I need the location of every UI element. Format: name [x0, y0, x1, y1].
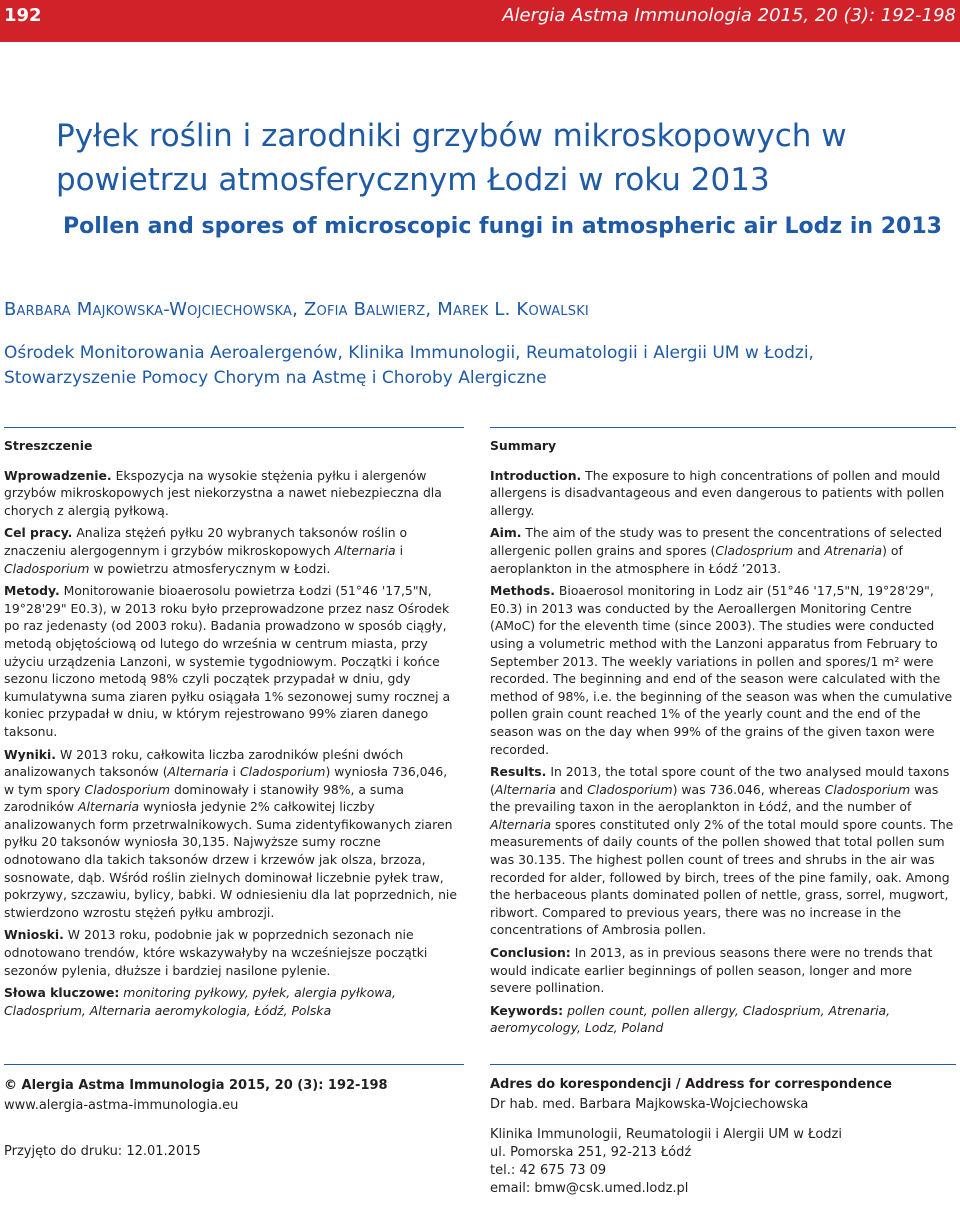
affiliation: Ośrodek Monitorowania Aeroalergenów, Klinika Immunologii, Reumatologii i Alergii UM w Łodzi, Stowarzyszenie Pomocy Chorym na Astmę i Choroby Alergiczne [4, 343, 814, 388]
journal-website-link[interactable]: www.alergia-astma-immunologia.eu [4, 1098, 239, 1113]
results-text: spores constituted only 2% of the total mould spore counts. The measurements of daily counts of the pollen showed that total pollen sum was 30.135. The highest pollen count of trees and shrubs in the air was recorded for alder, followed by birch, trees of the pine family, oak. Among the herbaceous plants dominated pollen of nettle, grass, sorrel, mugwort, ribwort. Compared to previous years, there was no increase in the concentrations of Ambrosia pollen. [490, 816, 954, 938]
corr-email-link[interactable]: email: bmw@csk.umed.lodz.pl [490, 1181, 689, 1196]
aim-label: Cel pracy. [4, 525, 73, 541]
taxon-name: Alternaria [167, 764, 229, 780]
taxon-name: Cladosporium [824, 781, 911, 797]
keywords-label: Keywords: [490, 1002, 564, 1018]
results-text: wyniosła jedynie 2% całkowitej liczby analizowanych form przetrwalnikowych. Suma zidentyfikowanych ziaren pyłku 20 taksonów wyniosła 30,135. Najwyższe sumy roczne odnotowano dla takich taksonów drzew i krzewów jak olsza, brzoza, sosnowate, dąb. Wśród roślin zielnych dominował liczebnie pyłek traw, pokrzywy, szczawiu, bylicy, babki. W odniesieniu dla lat poprzednich, nie stwierdzono wzrostu stężeń pyłku ambrozji. [4, 799, 457, 920]
intro-label: Wprowadzenie. [4, 467, 112, 483]
correspondence-heading: Adres do korespondencji / Address for correspondence [490, 1077, 892, 1092]
intro-paragraph [4, 467, 460, 520]
methods-label: Methods. [490, 583, 555, 599]
abstract-polish [4, 437, 460, 1024]
keywords-text: monitoring pyłkowy, pyłek, alergia pyłkowa, Cladosprium, Alternaria aeromykologia, Łódź, Polska [4, 985, 396, 1018]
aim-text: and [793, 542, 825, 558]
methods-paragraph [490, 582, 956, 758]
article-title-english: Pollen and spores of microscopic fungi in atmospheric air Lodz in 2013 [63, 214, 942, 239]
taxon-name: Cladosporium [239, 764, 326, 780]
methods-label: Metody. [4, 583, 60, 599]
summary-heading: Summary [490, 438, 557, 453]
intro-text: Ekspozycja na wysokie stężenia pyłku i alergenów grzybów mikroskopowych jest niekorzystna a nawet niebezpieczna dla chorych z alergią pyłkową. [4, 467, 442, 518]
aim-text: Analiza stężeń pyłku 20 wybranych taksonów roślin o znaczeniu alergogennym i grzybów mikroskopowych [4, 525, 408, 558]
taxon-name: Atrenaria [824, 542, 883, 558]
methods-text: Bioaerosol monitoring in Lodz air (51°46 '17,5"N, 19°28'29", E0.3) in 2013 was conducted by the Aeroallergen Monitoring Centre (AMoC) for the eleventh time (since 2003). The studies were conducted using a volumetric method with the Lanzoni apparatus from February to September 2013. The weekly variations in pollen and spores/1 m² were recorded. The beginning and end of the season were calculated with the method of 98%, i.e. the beginning of the season was when the cumulative pollen grain count reached 1% of the yearly count and the end of the season was on the day when 99% of the grains of the given taxon were recorded. [490, 583, 953, 757]
corr-street: ul. Pomorska 251, 92-213 Łódź [490, 1145, 692, 1160]
intro-text: The exposure to high concentrations of pollen and mould allergens is disadvantageous and even dangerous to patients with pollen allergy. [490, 467, 945, 518]
results-text: dominowały i stanowiły 98%, a suma zarodników [4, 781, 404, 815]
results-label: Results. [490, 764, 547, 780]
taxon-name: Cladosporium [84, 781, 171, 797]
aim-text: The aim of the study was to present the concentrations of selected allergenic pollen grains and spores ( [490, 525, 943, 558]
journal-header-bar [0, 0, 960, 42]
footer-rule-right [490, 1064, 956, 1065]
keywords-paragraph [4, 984, 460, 1019]
keywords-label: Słowa kluczowe: [4, 985, 120, 1001]
results-text: ) was 736.046, whereas [672, 781, 825, 797]
abstract-english [490, 437, 956, 1042]
conclusions-label: Conclusion: [490, 945, 571, 961]
abstract-en-top-rule [490, 427, 956, 428]
results-text: was the prevailing taxon in the aeroplankton in Łódź, and the number of [490, 781, 939, 815]
aim-text: i [395, 542, 404, 558]
aim-paragraph [4, 524, 460, 577]
page-number: 192 [4, 5, 42, 26]
methods-text: Monitorowanie bioaerosolu powietrza Łodzi (51°46 '17,5"N, 19°28'29" E0.3), w 2013 roku było przeprowadzone przez nasz Ośrodek po raz jedenasty (od 2003 roku). Badania prowadzono w sposób ciągły, metodą objętościową od lutego do września w centrum miasta, przy użyciu urządzenia Lanzoni, w systemie tygodniowym. Początki i końce sezonu liczono metodą 98% czyli początek przypadał w dniu, gdy kumulatywna suma ziaren pyłku osiągała 1% sezonowej sumy rocznej a koniec przypadał w dniu, w którym rejestrowano 99% ziaren danego taksonu. [4, 583, 451, 739]
conclusions-text: In 2013, as in previous seasons there were no trends that would indicate earlier beginnings of pollen season, longer and more severe pollination. [490, 945, 933, 996]
taxon-name: Alternaria [78, 799, 140, 815]
taxon-name: Cladosporium [4, 560, 90, 576]
article-title-polish: Pyłek roślin i zarodniki grzybów mikroskopowych w powietrzu atmosferycznym Łodzi w roku 2013 [56, 118, 847, 198]
corr-name: Dr hab. med. Barbara Majkowska-Wojciechowska [490, 1097, 809, 1112]
conclusions-paragraph [490, 944, 956, 997]
citation-block [4, 1076, 464, 1162]
corr-phone: tel.: 42 675 73 09 [490, 1163, 607, 1178]
keywords-text: pollen count, pollen allergy, Cladosprium, Atrenaria, aeromycology, Lodz, Poland [490, 1002, 891, 1036]
conclusions-text: W 2013 roku, podobnie jak w poprzednich sezonach nie odnotowano trendów, które wskazywałyby na wcześniejsze początki sezonów pylenia, dłuższe i bardziej nasilone pylenie. [4, 927, 428, 978]
results-text: ) wyniosła 736,046, w tym spory [4, 764, 448, 797]
methods-paragraph [4, 582, 460, 740]
conclusions-paragraph [4, 926, 460, 979]
taxon-name: Alternaria [494, 781, 556, 797]
correspondence-block [490, 1076, 956, 1198]
running-title: Alergia Astma Immunologia 2015, 20 (3): 192-198 [502, 5, 956, 26]
results-text: In 2013, the total spore count of the two analysed mould taxons ( [490, 764, 950, 797]
taxon-name: Alternaria [490, 816, 552, 832]
results-text: and [555, 781, 588, 797]
results-label: Wyniki. [4, 746, 57, 762]
taxon-name: Alternaria [334, 542, 396, 558]
results-text: i [228, 764, 240, 780]
accepted-date: Przyjęto do druku: 12.01.2015 [4, 1144, 201, 1159]
aim-text: ) of aeroplankton in the atmosphere in Łódź ’2013. [490, 542, 903, 576]
keywords-paragraph [490, 1002, 956, 1037]
taxon-name: Cladosporium [587, 781, 673, 797]
intro-paragraph [490, 467, 956, 520]
results-paragraph [490, 763, 956, 939]
aim-paragraph [490, 524, 956, 577]
intro-label: Introduction. [490, 467, 582, 483]
author-list: Barbara Majkowska-Wojciechowska, Zofia Balwierz, Marek L. Kowalski [4, 299, 589, 320]
aim-label: Aim. [490, 525, 522, 541]
citation: © Alergia Astma Immunologia 2015, 20 (3): 192-198 [4, 1078, 388, 1093]
footer-rule-left [4, 1064, 464, 1065]
abstract-pl-top-rule [4, 427, 464, 428]
results-text: W 2013 roku, całkowita liczba zarodników pleśni dwóch analizowanych taksonów ( [4, 746, 404, 780]
results-paragraph [4, 746, 460, 922]
taxon-name: Cladosprium [715, 542, 794, 558]
streszczenie-heading: Streszczenie [4, 438, 93, 453]
conclusions-label: Wnioski. [4, 927, 64, 943]
aim-text: w powietrzu atmosferycznym w Łodzi. [89, 560, 331, 576]
corr-institution: Klinika Immunologii, Reumatologii i Alergii UM w Łodzi [490, 1127, 842, 1142]
